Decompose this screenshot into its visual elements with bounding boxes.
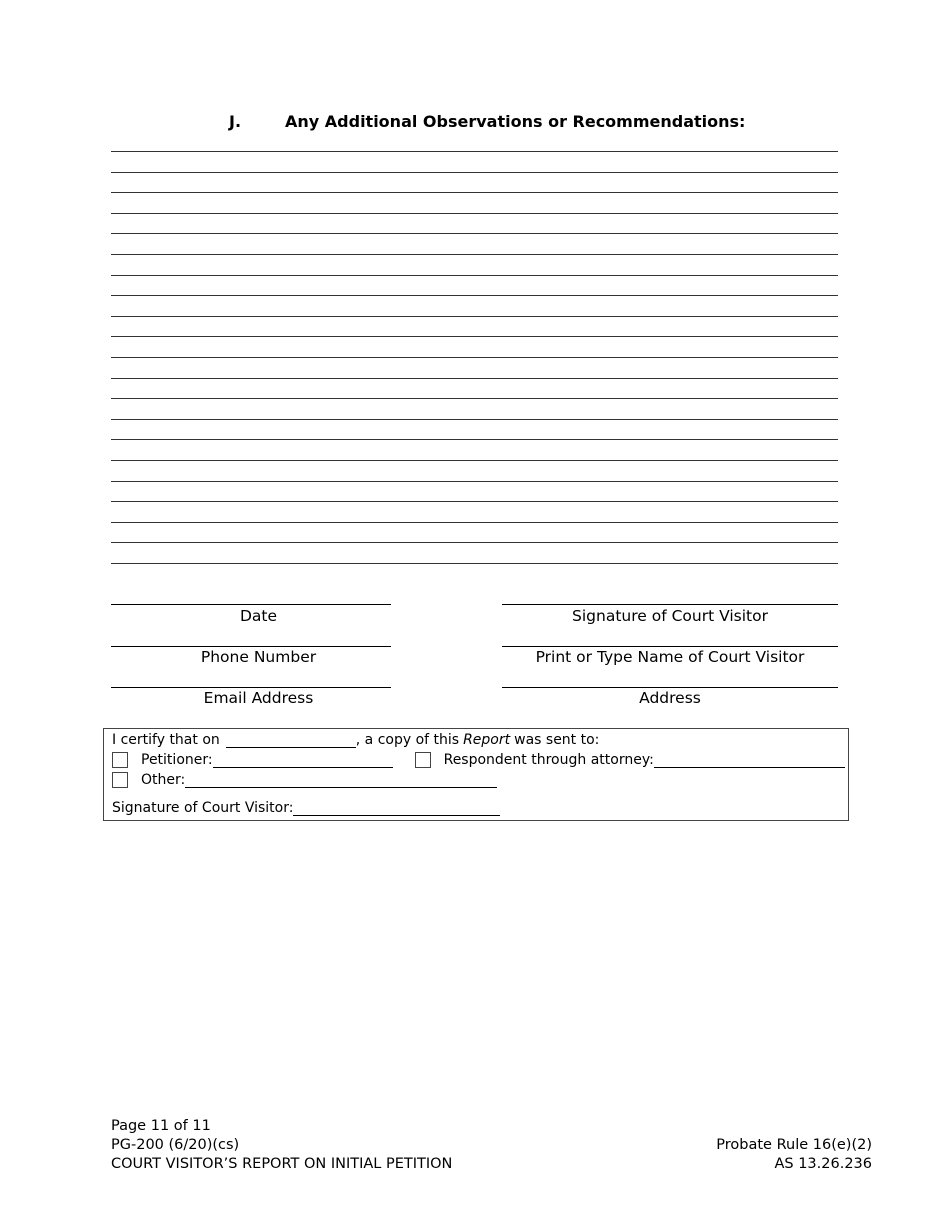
writing-line[interactable] xyxy=(111,275,838,276)
certificate-of-service xyxy=(103,728,849,821)
page-number: Page 11 of 11 xyxy=(111,1118,211,1134)
writing-line[interactable] xyxy=(111,522,838,523)
footer-left xyxy=(111,1117,452,1174)
date-sent-field[interactable] xyxy=(226,733,356,748)
other-label: Other: xyxy=(141,772,186,788)
writing-line[interactable] xyxy=(111,357,838,358)
petitioner-label: Petitioner: xyxy=(141,752,213,768)
phone-line[interactable] xyxy=(111,646,391,647)
writing-line[interactable] xyxy=(111,419,838,420)
certify-middle: , a copy of this xyxy=(355,732,460,748)
address-label: Address xyxy=(639,689,701,707)
writing-line[interactable] xyxy=(111,378,838,379)
writing-line[interactable] xyxy=(111,316,838,317)
other-row xyxy=(112,772,497,788)
section-letter: J. xyxy=(229,112,242,131)
date-line[interactable] xyxy=(111,604,391,605)
visitor-signature-row xyxy=(112,800,500,816)
respondent-checkbox[interactable] xyxy=(415,752,431,768)
form-title: COURT VISITOR’S REPORT ON INITIAL PETITION xyxy=(111,1156,453,1172)
writing-line[interactable] xyxy=(111,213,838,214)
writing-line[interactable] xyxy=(111,336,838,337)
signature-line[interactable] xyxy=(502,604,838,605)
petitioner-field[interactable] xyxy=(213,753,393,768)
writing-line[interactable] xyxy=(111,398,838,399)
email-label: Email Address xyxy=(203,689,314,707)
certify-suffix: was sent to: xyxy=(514,732,600,748)
signature-label: Signature of Court Visitor xyxy=(572,607,768,625)
writing-line[interactable] xyxy=(111,439,838,440)
name-line[interactable] xyxy=(502,646,838,647)
writing-line[interactable] xyxy=(111,151,838,152)
petitioner-checkbox[interactable] xyxy=(112,752,128,768)
writing-line[interactable] xyxy=(111,481,838,482)
writing-line[interactable] xyxy=(111,542,838,543)
address-line[interactable] xyxy=(502,687,838,688)
email-line[interactable] xyxy=(111,687,391,688)
writing-line[interactable] xyxy=(111,501,838,502)
other-field[interactable] xyxy=(185,773,497,788)
form-id: PG-200 (6/20)(cs) xyxy=(111,1137,240,1153)
respondent-field[interactable] xyxy=(654,753,845,768)
certify-prefix: I certify that on xyxy=(112,732,220,748)
writing-line[interactable] xyxy=(111,295,838,296)
writing-line[interactable] xyxy=(111,172,838,173)
date-label: Date xyxy=(239,607,278,625)
statute: AS 13.26.236 xyxy=(774,1156,872,1172)
visitor-signature-field[interactable] xyxy=(293,801,500,816)
visitor-signature-label: Signature of Court Visitor: xyxy=(112,800,294,816)
footer-right xyxy=(716,1136,872,1174)
writing-line[interactable] xyxy=(111,563,838,564)
writing-line[interactable] xyxy=(111,254,838,255)
certify-row xyxy=(112,732,599,748)
report-word: Report xyxy=(463,732,511,748)
writing-line[interactable] xyxy=(111,460,838,461)
phone-label: Phone Number xyxy=(200,648,317,666)
writing-line[interactable] xyxy=(111,233,838,234)
petitioner-row xyxy=(112,752,845,768)
section-title: Any Additional Observations or Recommendations: xyxy=(285,112,746,131)
name-label: Print or Type Name of Court Visitor xyxy=(535,648,805,666)
other-checkbox[interactable] xyxy=(112,772,128,788)
probate-rule: Probate Rule 16(e)(2) xyxy=(716,1137,872,1153)
writing-line[interactable] xyxy=(111,192,838,193)
respondent-label: Respondent through attorney: xyxy=(443,752,654,768)
